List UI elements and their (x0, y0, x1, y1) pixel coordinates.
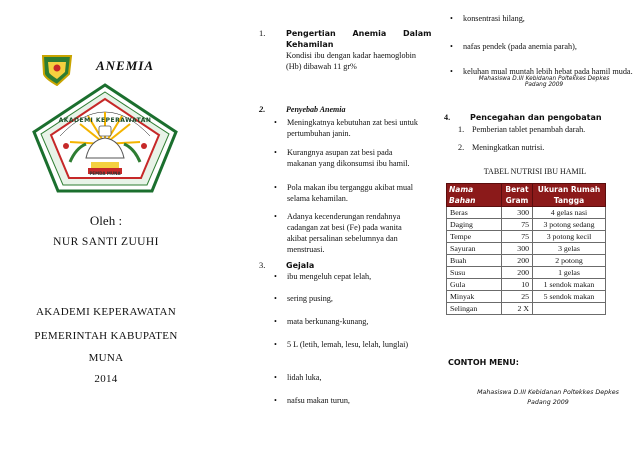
table-cell: Daging (447, 219, 502, 231)
section-3-number: 3. (259, 260, 266, 270)
section-4-heading: Pencegahan dan pengobatan (470, 113, 602, 122)
symptom-item: • nafsu makan turun, (274, 395, 420, 406)
table-row (447, 207, 606, 219)
table-cell: 75 (502, 219, 533, 231)
column-header: Berat Gram (502, 184, 533, 207)
symptom-item: • sering pusing, (274, 293, 420, 304)
table-cell: 1 sendok makan (533, 279, 606, 291)
table-row (447, 243, 606, 255)
section-1-heading: Pengertian Anemia Dalam (286, 29, 432, 38)
cause-item: • Kurangnya asupan zat besi pada makanan yang dikonsumsi ibu hamil. (274, 147, 420, 169)
content-panel-middle (250, 0, 432, 451)
prevention-item: Pemberian tablet penambah darah. (472, 125, 586, 134)
prevention-item: Meningkatkan nutrisi. (472, 143, 545, 152)
symptom-item: • ibu mengeluh cepat lelah, (274, 271, 420, 282)
table-cell: Susu (447, 267, 502, 279)
author-name: NUR SANTI ZUUHI (53, 236, 159, 248)
section-2-heading: Penyebab Anemia (286, 105, 346, 114)
logo-subtext: PEMDA MUNA (89, 171, 121, 176)
table-row (447, 255, 606, 267)
section-1-heading-cont: Kehamilan (286, 40, 334, 49)
table-cell: 75 (502, 231, 533, 243)
table-cell: 300 (502, 207, 533, 219)
table-cell: Beras (447, 207, 502, 219)
institution-line-1: AKADEMI KEPERAWATAN (36, 306, 176, 318)
section-3-heading: Gejala (286, 261, 315, 270)
symptom-item: • konsentrasi hilang, (450, 13, 638, 24)
menu-example-heading: CONTOH MENU: (448, 358, 519, 367)
overlay-caption-1: Mahasiswa D.III Kebidanan Poltekkes Depkes (478, 76, 610, 82)
by-label: Oleh : (89, 213, 123, 228)
cause-item: • Adanya kecenderungan rendahnya cadangan zat besi (Fe) pada wanita akibat persalinan sebelumnya dan menstruasi. (274, 211, 420, 255)
institution-line-3: MUNA (88, 352, 124, 364)
symptom-item: • nafas pendek (pada anemia parah), (450, 41, 638, 52)
table-cell: 2 X (502, 303, 533, 315)
table-cell: Minyak (447, 291, 502, 303)
footer-caption-2: Padang 2009 (527, 399, 569, 406)
overlay-caption-2: Padang 2009 (524, 82, 564, 88)
academy-logo (30, 82, 180, 194)
table-cell: 3 gelas (533, 243, 606, 255)
table-row (447, 279, 606, 291)
brochure-title: ANEMIA (96, 58, 155, 73)
logo-text: AKADEMI KEPERAWATAN (58, 117, 152, 124)
section-4-number: 4. (444, 113, 451, 122)
table-cell: 25 (502, 291, 533, 303)
table-cell: 3 potong sedang (533, 219, 606, 231)
table-cell: 2 potong (533, 255, 606, 267)
publication-year: 2014 (94, 373, 118, 385)
cause-item: • Pola makan ibu terganggu akibat mual selama kehamilan. (274, 182, 420, 204)
table-cell: Sayuran (447, 243, 502, 255)
table-cell: 5 sendok makan (533, 291, 606, 303)
section-2-number: 2. (259, 104, 266, 114)
symptom-item: • keluhan mual muntah lebih hebat pada hamil muda. (450, 66, 638, 77)
table-cell: Buah (447, 255, 502, 267)
table-row (447, 303, 606, 315)
table-title: TABEL NUTRISI IBU HAMIL (483, 167, 587, 176)
symptom-item: • mata berkunang-kunang, (274, 316, 420, 327)
symptom-item: • lidah luka, (274, 372, 420, 383)
prevention-number: 1. (458, 125, 465, 134)
table-cell: 300 (502, 243, 533, 255)
table-cell: 1 gelas (533, 267, 606, 279)
table-cell: Tempe (447, 231, 502, 243)
table-cell: Selingan (447, 303, 502, 315)
content-panel-right (440, 0, 638, 451)
footer-caption-1: Mahasiswa D.III Kebidanan Poltekkes Depkes (477, 389, 619, 396)
column-header: Nama Bahan (447, 184, 502, 207)
table-cell: 3 potong kecil (533, 231, 606, 243)
symptom-item: • 5 L (letih, lemah, lesu, lelah, lunglai) (274, 339, 420, 350)
table-cell: 4 gelas nasi (533, 207, 606, 219)
section-1-number: 1. (259, 28, 266, 38)
table-row (447, 267, 606, 279)
table-row (447, 231, 606, 243)
table-row (447, 291, 606, 303)
table-cell: 200 (502, 255, 533, 267)
nutrition-table (446, 183, 606, 315)
section-1-text: Kondisi ibu dengan kadar haemoglobin (Hb) dibawah 11 gr% (286, 51, 416, 71)
table-cell: 10 (502, 279, 533, 291)
column-header: Ukuran Rumah Tangga (533, 184, 606, 207)
table-cell: 200 (502, 267, 533, 279)
institution-line-2: PEMERINTAH KABUPATEN (34, 330, 178, 342)
cause-item: • Meningkatnya kebutuhan zat besi untuk pertumbuhan janin. (274, 117, 420, 139)
prevention-number: 2. (458, 143, 465, 152)
cover-panel (0, 0, 212, 451)
table-row (447, 219, 606, 231)
table-cell: Gula (447, 279, 502, 291)
table-cell (533, 303, 606, 315)
